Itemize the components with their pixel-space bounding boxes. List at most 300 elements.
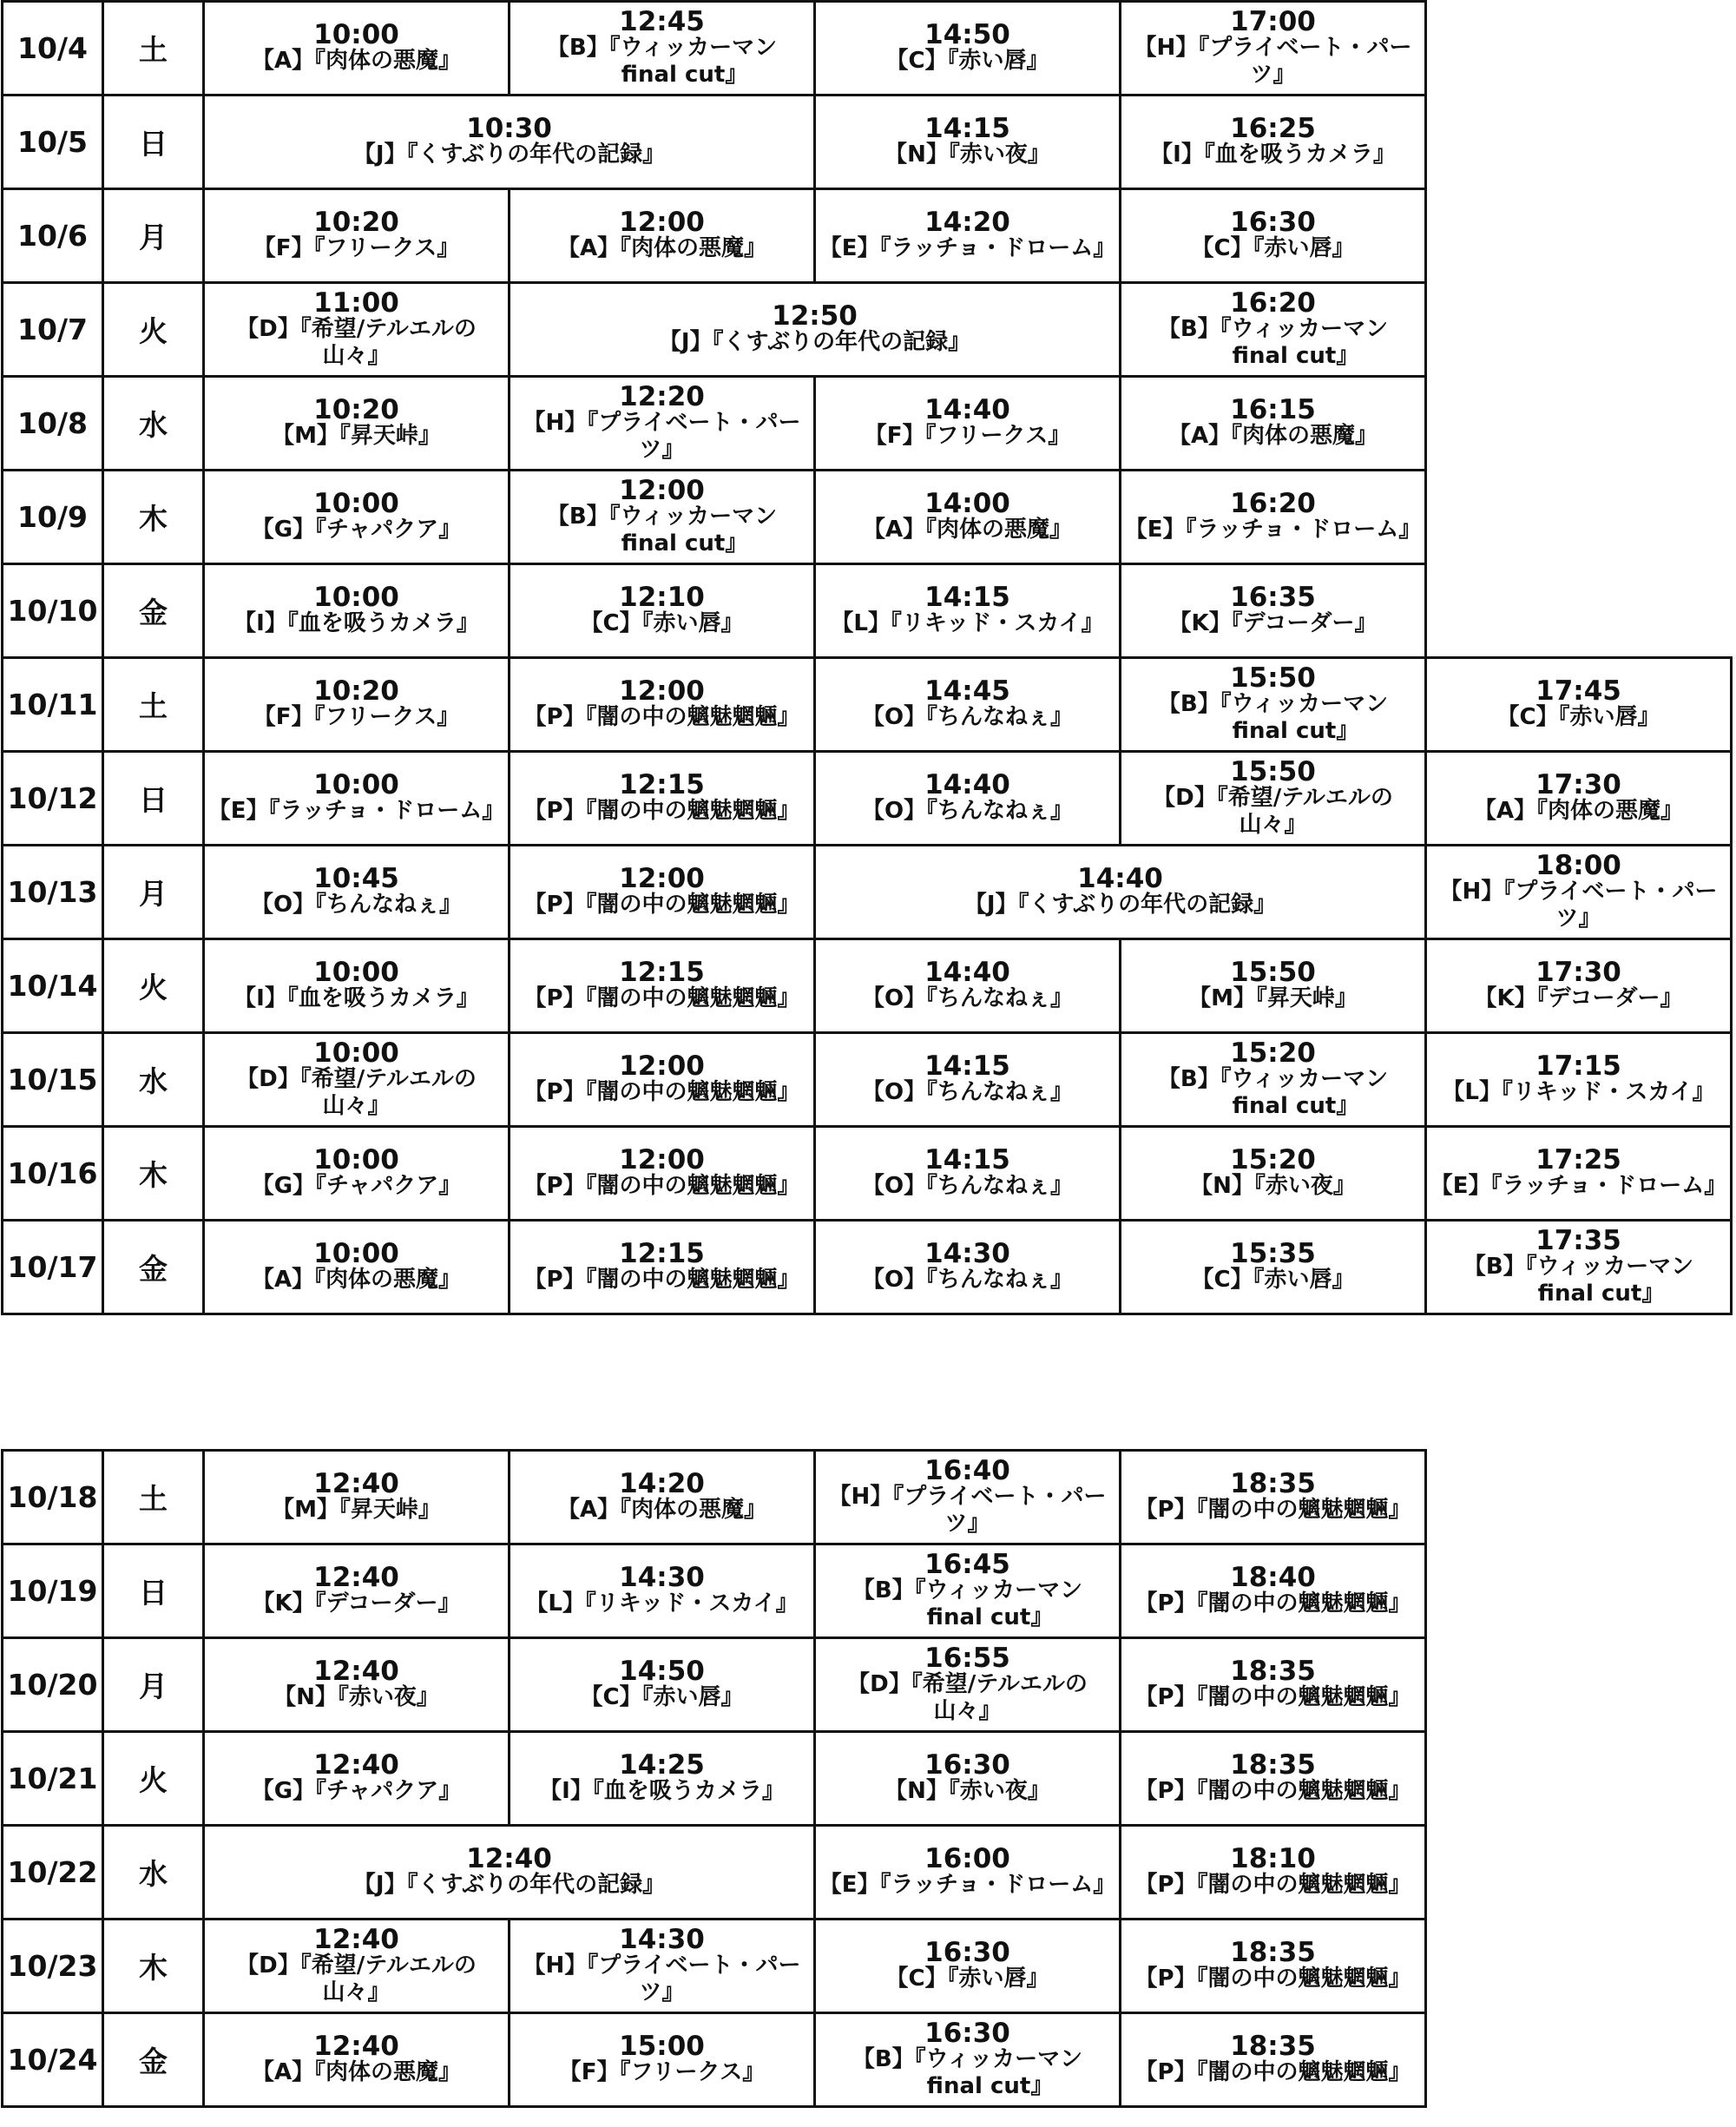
film-title: 【A】『肉体の悪魔』: [1167, 423, 1378, 449]
screening-time: 18:00: [1535, 849, 1621, 881]
screening-time: 10:00: [313, 19, 399, 50]
film-title: 【F】『フリークス』: [864, 423, 1071, 449]
screening-cell: [510, 1638, 815, 1732]
screening-time: 12:00: [619, 474, 705, 506]
screening-time: 18:35: [1230, 1937, 1316, 1968]
screening-cell: [815, 1826, 1121, 1920]
screening-time: 17:25: [1535, 1144, 1621, 1175]
date-cell: 10/21: [3, 1732, 103, 1826]
film-title: 【P】『闇の中の魑魅魍魎』: [1134, 2059, 1411, 2085]
screening-cell: [1121, 564, 1426, 658]
film-title: 【N】『赤い夜』: [884, 142, 1050, 168]
film-title: 【P】『闇の中の魑魅魍魎』: [1134, 1590, 1411, 1617]
screening-cell: [204, 283, 510, 377]
screening-cell: [815, 189, 1121, 283]
date-cell: 10/18: [3, 1451, 103, 1544]
screening-cell: [204, 1033, 510, 1127]
empty-cell: [1426, 95, 1732, 189]
screening-cell: [815, 1127, 1121, 1221]
film-title: 【P】『闇の中の魑魅魍魎』: [523, 704, 800, 730]
weekday-cell: 水: [103, 1033, 204, 1127]
screening-time: 17:15: [1535, 1050, 1621, 1082]
screening-time: 12:00: [619, 1144, 705, 1175]
screening-time: 12:00: [619, 675, 705, 707]
film-title: 【B】『ウィッカーマン final cut』: [852, 2045, 1083, 2099]
screening-time: 18:40: [1230, 1562, 1316, 1593]
screening-time: 17:45: [1535, 675, 1621, 707]
date-cell: 10/17: [3, 1221, 103, 1314]
film-title: 【I】『血を吸うカメラ』: [1150, 142, 1396, 168]
screening-cell: [815, 658, 1121, 752]
film-title: 【D】『希望/テルエルの 山々』: [236, 1952, 477, 2005]
screening-time: 18:35: [1230, 1656, 1316, 1687]
screening-time: 12:00: [619, 1050, 705, 1082]
film-title: 【N】『赤い夜』: [273, 1684, 439, 1710]
screening-time: 16:20: [1230, 286, 1316, 319]
weekday-cell: 日: [103, 752, 204, 846]
screening-cell: [510, 1451, 815, 1544]
film-title: 【O】『ちんなねぇ』: [250, 892, 463, 918]
screening-cell: [510, 1221, 815, 1314]
screening-cell: [204, 189, 510, 283]
screening-cell: [204, 658, 510, 752]
film-title: 【A】『肉体の悪魔』: [251, 2059, 462, 2085]
film-title: 【E】『ラッチョ・ドローム』: [819, 1872, 1116, 1898]
schedule-row: [3, 283, 1732, 377]
screening-cell: [510, 2, 815, 95]
weekday-cell: 日: [103, 95, 204, 189]
film-title: 【C】『赤い唇』: [1191, 235, 1355, 261]
screening-cell: [1121, 1732, 1426, 1826]
weekday-cell: 日: [103, 1544, 204, 1638]
screening-cell: [204, 1221, 510, 1314]
screening-time: 16:15: [1230, 394, 1316, 425]
screening-cell: [204, 939, 510, 1033]
screening-cell: [510, 1920, 815, 2013]
screening-time: 17:30: [1535, 769, 1621, 800]
screening-time: 12:10: [619, 582, 705, 613]
film-title: 【B】『ウィッカーマン final cut』: [1157, 315, 1389, 369]
film-title: 【J】『くすぶりの年代の記録』: [658, 329, 971, 355]
film-title: 【G】『チャパクア』: [251, 1778, 462, 1804]
film-title: 【K】『デコーダー』: [1474, 985, 1683, 1011]
schedule-row: [3, 1732, 1426, 1826]
weekday-cell: 火: [103, 283, 204, 377]
film-title: 【N】『赤い夜』: [1190, 1173, 1356, 1199]
schedule-row: [3, 189, 1732, 283]
date-cell: 10/13: [3, 846, 103, 939]
screening-cell: [1121, 2013, 1426, 2107]
empty-cell: [1426, 564, 1732, 658]
screening-time: 16:25: [1230, 113, 1316, 144]
screening-time: 16:55: [924, 1642, 1010, 1674]
screening-time: 15:50: [1230, 755, 1316, 787]
screening-time: 18:10: [1230, 1843, 1316, 1874]
screening-time: 16:40: [924, 1454, 1010, 1486]
film-title: 【H】『プライベート・パーツ』: [1439, 878, 1718, 932]
film-title: 【D】『希望/テルエルの 山々』: [1153, 784, 1393, 838]
screening-cell: [510, 939, 815, 1033]
screening-time: 12:40: [313, 1749, 399, 1781]
screening-time: 14:15: [924, 582, 1010, 613]
weekday-cell: 月: [103, 1638, 204, 1732]
film-title: 【H】『プライベート・パーツ』: [828, 1483, 1107, 1537]
screening-time: 17:00: [1230, 5, 1316, 37]
film-title: 【P】『闇の中の魑魅魍魎』: [1134, 1872, 1411, 1898]
film-title: 【J】『くすぶりの年代の記録』: [352, 1872, 666, 1898]
schedule-row: [3, 1920, 1426, 2013]
screening-cell: [1426, 846, 1732, 939]
weekday-cell: 土: [103, 658, 204, 752]
screening-cell: [1121, 752, 1426, 846]
screening-time: 10:00: [313, 957, 399, 988]
screening-time: 10:00: [313, 582, 399, 613]
screening-cell: [1426, 1033, 1732, 1127]
screening-time: 12:40: [313, 1656, 399, 1687]
screening-cell: [1121, 471, 1426, 564]
film-title: 【O】『ちんなねぇ』: [861, 1173, 1074, 1199]
screening-cell: [1426, 1127, 1732, 1221]
screening-time: 12:45: [619, 5, 705, 37]
screening-time: 15:20: [1230, 1144, 1316, 1175]
screening-cell: [204, 471, 510, 564]
screening-time: 10:20: [313, 207, 399, 238]
screening-time: 14:00: [924, 488, 1010, 519]
screening-cell: [815, 1544, 1121, 1638]
screening-cell: [815, 1033, 1121, 1127]
screening-cell: [815, 1732, 1121, 1826]
film-title: 【O】『ちんなねぇ』: [861, 1079, 1074, 1105]
screening-cell: [1121, 1127, 1426, 1221]
screening-cell: [815, 752, 1121, 846]
film-title: 【P】『闇の中の魑魅魍魎』: [1134, 1778, 1411, 1804]
screening-time: 14:20: [619, 1468, 705, 1499]
schedule-row: [3, 471, 1732, 564]
weekday-cell: 木: [103, 471, 204, 564]
screening-time: 11:00: [313, 286, 399, 319]
screening-cell: [510, 846, 815, 939]
film-title: 【M】『昇天峠』: [272, 1497, 441, 1523]
screening-time: 18:35: [1230, 1749, 1316, 1781]
screening-time: 18:35: [1230, 2031, 1316, 2062]
weekday-cell: 水: [103, 377, 204, 471]
screening-cell: [510, 189, 815, 283]
screening-time: 14:40: [924, 769, 1010, 800]
date-cell: 10/11: [3, 658, 103, 752]
screening-cell: [815, 1638, 1121, 1732]
film-title: 【A】『肉体の悪魔』: [556, 1497, 767, 1523]
screening-cell: [510, 1127, 815, 1221]
screening-time: 12:00: [619, 207, 705, 238]
screening-cell: [1426, 752, 1732, 846]
film-title: 【P】『闇の中の魑魅魍魎』: [1134, 1966, 1411, 1992]
screening-cell: [510, 2013, 815, 2107]
screening-cell: [1121, 283, 1426, 377]
screening-time: 16:30: [1230, 207, 1316, 238]
screening-time: 12:40: [313, 1562, 399, 1593]
weekday-cell: 木: [103, 1127, 204, 1221]
screening-time: 16:45: [924, 1548, 1010, 1580]
weekday-cell: 火: [103, 939, 204, 1033]
screening-cell: [815, 846, 1426, 939]
screening-cell: [204, 1826, 815, 1920]
weekday-cell: 水: [103, 1826, 204, 1920]
film-title: 【C】『赤い唇』: [885, 48, 1049, 74]
film-title: 【P】『闇の中の魑魅魍魎』: [523, 1173, 800, 1199]
schedule-row: [3, 564, 1732, 658]
screening-cell: [1121, 658, 1426, 752]
film-title: 【F】『フリークス』: [253, 704, 460, 730]
film-title: 【P】『闇の中の魑魅魍魎』: [1134, 1497, 1411, 1523]
film-title: 【O】『ちんなねぇ』: [861, 704, 1074, 730]
film-title: 【D】『希望/テルエルの 山々』: [236, 315, 477, 369]
date-cell: 10/16: [3, 1127, 103, 1221]
weekday-cell: 金: [103, 2013, 204, 2107]
film-title: 【P】『闇の中の魑魅魍魎』: [523, 1267, 800, 1293]
film-title: 【P】『闇の中の魑魅魍魎』: [1134, 1684, 1411, 1710]
screening-time: 18:35: [1230, 1468, 1316, 1499]
screening-time: 12:40: [313, 1923, 399, 1955]
screening-cell: [510, 1732, 815, 1826]
screening-time: 12:15: [619, 957, 705, 988]
screening-cell: [1121, 1451, 1426, 1544]
film-title: 【H】『プライベート・パーツ』: [523, 409, 801, 463]
weekday-cell: 火: [103, 1732, 204, 1826]
film-title: 【K】『デコーダー』: [252, 1590, 461, 1617]
screening-time: 10:00: [313, 1144, 399, 1175]
screening-time: 10:00: [313, 1037, 399, 1069]
screening-cell: [510, 658, 815, 752]
screening-time: 14:25: [619, 1749, 705, 1781]
date-cell: 10/7: [3, 283, 103, 377]
schedule-row: [3, 1033, 1732, 1127]
film-title: 【O】『ちんなねぇ』: [861, 985, 1074, 1011]
screening-cell: [510, 564, 815, 658]
screening-time: 12:40: [313, 1468, 399, 1499]
screening-time: 10:00: [313, 488, 399, 519]
screening-cell: [204, 1127, 510, 1221]
screening-cell: [510, 752, 815, 846]
film-title: 【O】『ちんなねぇ』: [861, 1267, 1074, 1293]
screening-cell: [1121, 1920, 1426, 2013]
screening-time: 16:30: [924, 1937, 1010, 1968]
screening-cell: [204, 1544, 510, 1638]
schedule-row: [3, 1127, 1732, 1221]
film-title: 【L】『リキッド・スカイ』: [1442, 1079, 1715, 1105]
film-title: 【O】『ちんなねぇ』: [861, 798, 1074, 824]
schedule-row: [3, 95, 1732, 189]
screening-time: 10:00: [313, 1238, 399, 1269]
film-title: 【C】『赤い唇』: [1191, 1267, 1355, 1293]
screening-cell: [204, 1920, 510, 2013]
screening-time: 14:30: [619, 1923, 705, 1955]
screening-cell: [204, 2, 510, 95]
film-title: 【B】『ウィッカーマン final cut』: [1157, 1065, 1389, 1119]
schedule-row: [3, 1638, 1426, 1732]
screening-time: 15:35: [1230, 1238, 1316, 1269]
screening-time: 14:30: [924, 1238, 1010, 1269]
weekday-cell: 月: [103, 846, 204, 939]
weekday-cell: 土: [103, 2, 204, 95]
date-cell: 10/14: [3, 939, 103, 1033]
film-title: 【B】『ウィッカーマン final cut』: [852, 1577, 1083, 1630]
screening-time: 16:20: [1230, 488, 1316, 519]
date-cell: 10/15: [3, 1033, 103, 1127]
empty-cell: [1426, 377, 1732, 471]
screening-cell: [204, 377, 510, 471]
screening-cell: [1121, 189, 1426, 283]
date-cell: 10/22: [3, 1826, 103, 1920]
film-title: 【B】『ウィッカーマン final cut』: [546, 503, 778, 556]
film-title: 【L】『リキッド・スカイ』: [525, 1590, 799, 1617]
weekday-cell: 土: [103, 1451, 204, 1544]
film-title: 【P】『闇の中の魑魅魍魎』: [523, 1079, 800, 1105]
screening-cell: [1426, 1221, 1732, 1314]
screening-time: 16:30: [924, 1749, 1010, 1781]
screening-cell: [510, 1033, 815, 1127]
screening-time: 10:30: [466, 113, 552, 144]
screening-cell: [204, 564, 510, 658]
film-title: 【P】『闇の中の魑魅魍魎』: [523, 892, 800, 918]
date-cell: 10/20: [3, 1638, 103, 1732]
screening-time: 14:30: [619, 1562, 705, 1593]
screening-cell: [510, 377, 815, 471]
screening-cell: [204, 1732, 510, 1826]
film-title: 【K】『デコーダー』: [1168, 610, 1378, 636]
screening-time: 14:15: [924, 113, 1010, 144]
date-cell: 10/6: [3, 189, 103, 283]
screening-time: 14:15: [924, 1050, 1010, 1082]
schedule-row: [3, 846, 1732, 939]
film-title: 【D】『希望/テルエルの 山々』: [236, 1065, 477, 1119]
screening-cell: [204, 752, 510, 846]
screening-time: 10:45: [313, 863, 399, 894]
screening-cell: [204, 95, 815, 189]
film-title: 【A】『肉体の悪魔』: [556, 235, 767, 261]
film-title: 【I】『血を吸うカメラ』: [233, 985, 479, 1011]
screening-time: 17:35: [1535, 1224, 1621, 1256]
screening-time: 16:35: [1230, 582, 1316, 613]
film-title: 【H】『プライベート・パーツ』: [1134, 34, 1412, 88]
screening-time: 14:45: [924, 675, 1010, 707]
screening-time: 12:15: [619, 1238, 705, 1269]
screening-cell: [510, 283, 1121, 377]
screening-cell: [510, 471, 815, 564]
empty-cell: [1426, 2, 1732, 95]
film-title: 【G】『チャパクア』: [251, 1173, 462, 1199]
weekday-cell: 金: [103, 564, 204, 658]
screening-time: 15:20: [1230, 1037, 1316, 1069]
empty-cell: [1426, 189, 1732, 283]
screening-time: 12:40: [466, 1843, 552, 1874]
film-title: 【A】『肉体の悪魔』: [251, 1267, 462, 1293]
film-title: 【E】『ラッチョ・ドローム』: [1430, 1173, 1727, 1199]
screening-time: 14:40: [924, 394, 1010, 425]
screening-cell: [815, 564, 1121, 658]
screening-cell: [204, 2013, 510, 2107]
film-title: 【F】『フリークス』: [253, 235, 460, 261]
film-title: 【B】『ウィッカーマン final cut』: [1157, 690, 1389, 744]
schedule-row: [3, 752, 1732, 846]
screening-time: 16:00: [924, 1843, 1010, 1874]
schedule-row: [3, 2, 1732, 95]
film-title: 【M】『昇天峠』: [272, 423, 441, 449]
film-title: 【E】『ラッチョ・ドローム』: [819, 235, 1116, 261]
film-title: 【C】『赤い唇』: [885, 1966, 1049, 1992]
film-title: 【G】『チャパクア』: [251, 517, 462, 543]
screening-cell: [204, 846, 510, 939]
weekday-cell: 月: [103, 189, 204, 283]
screening-cell: [1121, 1033, 1426, 1127]
screening-cell: [1121, 1221, 1426, 1314]
film-title: 【L】『リキッド・スカイ』: [831, 610, 1104, 636]
date-cell: 10/23: [3, 1920, 103, 2013]
schedule-row: [3, 939, 1732, 1033]
screening-time: 15:50: [1230, 957, 1316, 988]
date-cell: 10/4: [3, 2, 103, 95]
date-cell: 10/10: [3, 564, 103, 658]
screening-time: 10:00: [313, 769, 399, 800]
film-title: 【M】『昇天峠』: [1188, 985, 1358, 1011]
screening-time: 10:20: [313, 394, 399, 425]
screening-cell: [510, 1544, 815, 1638]
schedule-row: [3, 1451, 1426, 1544]
schedule-row: [3, 658, 1732, 752]
schedule-table-1: [1, 0, 1733, 1315]
screening-time: 12:00: [619, 863, 705, 894]
screening-time: 15:50: [1230, 662, 1316, 694]
weekday-cell: 木: [103, 1920, 204, 2013]
date-cell: 10/5: [3, 95, 103, 189]
film-title: 【C】『赤い唇』: [1496, 704, 1660, 730]
screening-cell: [1121, 377, 1426, 471]
screening-time: 10:20: [313, 675, 399, 707]
screening-cell: [1426, 939, 1732, 1033]
date-cell: 10/8: [3, 377, 103, 471]
empty-cell: [1426, 283, 1732, 377]
screening-time: 12:20: [619, 380, 705, 412]
film-title: 【J】『くすぶりの年代の記録』: [963, 892, 1277, 918]
screening-cell: [815, 939, 1121, 1033]
screening-time: 12:15: [619, 769, 705, 800]
date-cell: 10/12: [3, 752, 103, 846]
screening-time: 15:00: [619, 2031, 705, 2062]
schedule-row: [3, 1826, 1426, 1920]
film-title: 【A】『肉体の悪魔』: [1473, 798, 1684, 824]
film-title: 【E】『ラッチョ・ドローム』: [1124, 517, 1422, 543]
schedule-row: [3, 2013, 1426, 2107]
weekday-cell: 金: [103, 1221, 204, 1314]
screening-cell: [1426, 658, 1732, 752]
screening-time: 14:15: [924, 1144, 1010, 1175]
schedule-row: [3, 377, 1732, 471]
film-title: 【N】『赤い夜』: [884, 1778, 1050, 1804]
date-cell: 10/24: [3, 2013, 103, 2107]
screening-cell: [204, 1451, 510, 1544]
film-title: 【E】『ラッチョ・ドローム』: [207, 798, 505, 824]
film-title: 【A】『肉体の悪魔』: [862, 517, 1073, 543]
screening-cell: [1121, 1544, 1426, 1638]
film-title: 【I】『血を吸うカメラ』: [233, 610, 479, 636]
screening-time: 14:20: [924, 207, 1010, 238]
screening-cell: [815, 471, 1121, 564]
date-cell: 10/19: [3, 1544, 103, 1638]
film-title: 【C】『赤い唇』: [580, 610, 744, 636]
film-title: 【P】『闇の中の魑魅魍魎』: [523, 985, 800, 1011]
screening-cell: [815, 1221, 1121, 1314]
screening-cell: [815, 2, 1121, 95]
screening-cell: [1121, 2, 1426, 95]
